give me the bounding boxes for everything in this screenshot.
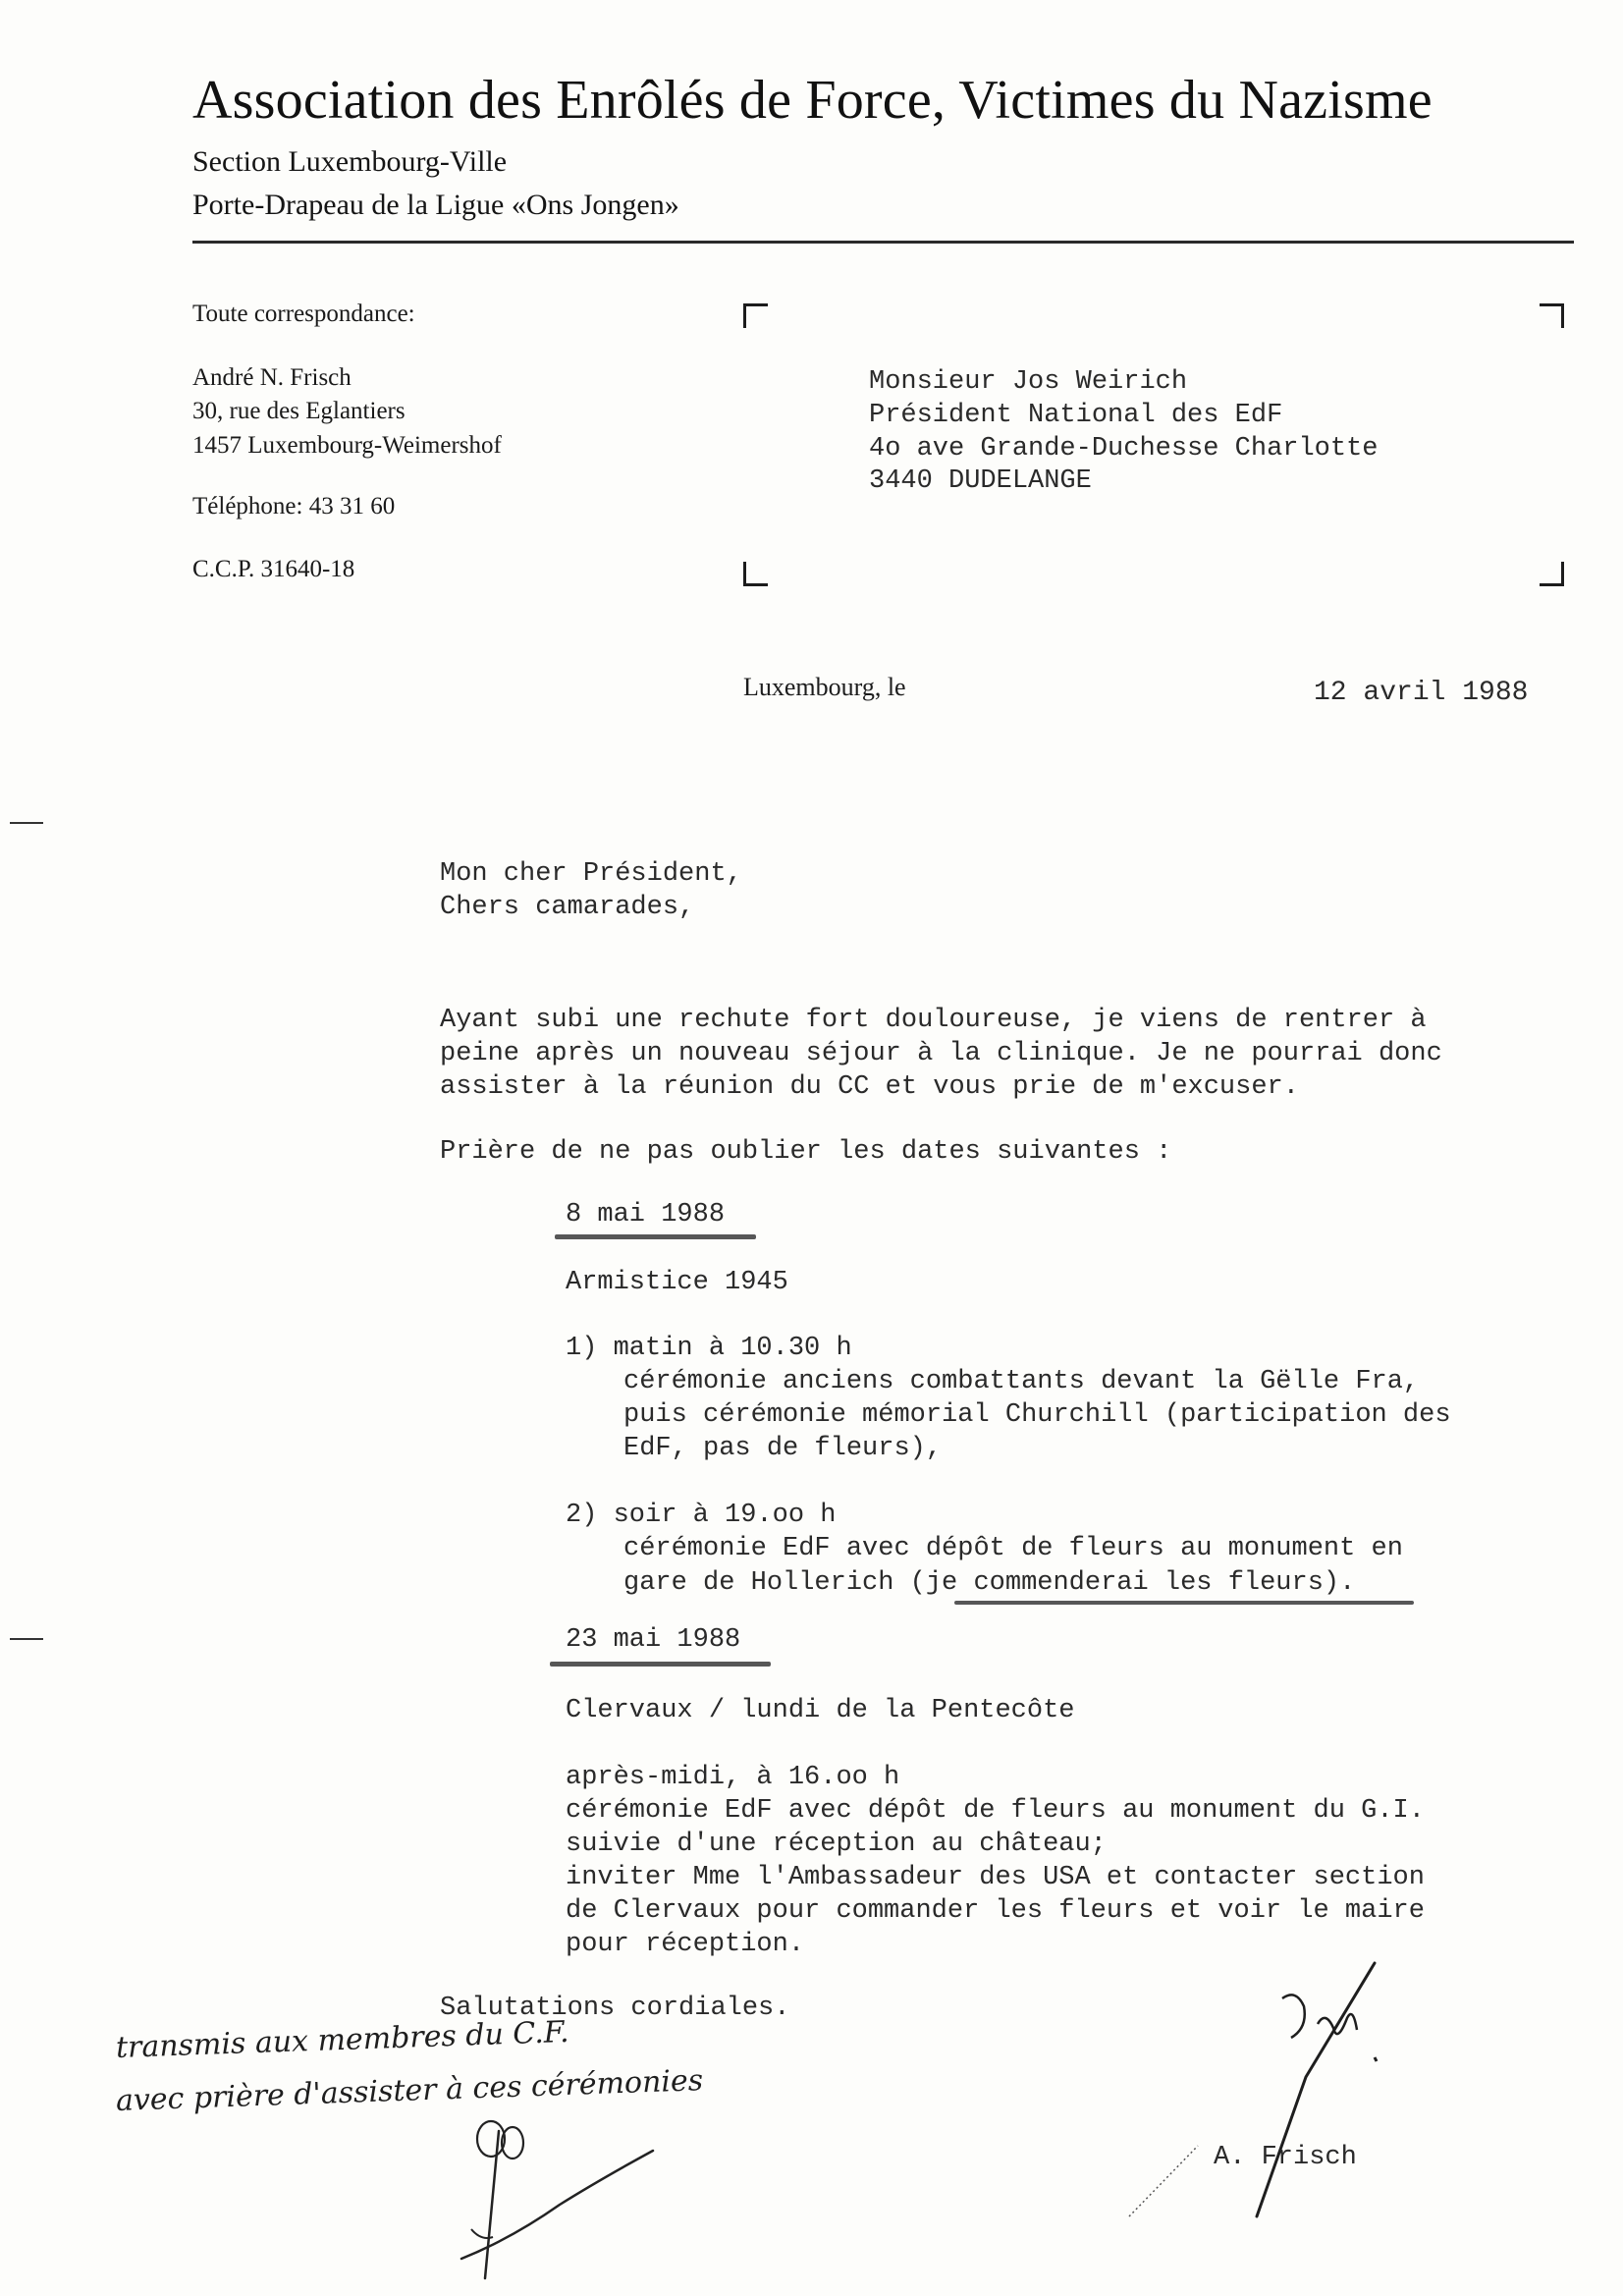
event-date-underline xyxy=(555,1234,756,1239)
event-line: après-midi, à 16.oo h xyxy=(566,1763,900,1792)
correspondence-label: Toute correspondance: xyxy=(192,301,415,327)
signature-name: A. Frisch xyxy=(1214,2143,1357,2172)
sender-city: 1457 Luxembourg-Weimershof xyxy=(192,432,502,459)
event-line: 1) matin à 10.30 h xyxy=(566,1334,852,1363)
body-line: Prière de ne pas oublier les dates suivantes : xyxy=(440,1137,1172,1167)
recipient-line: 3440 DUDELANGE xyxy=(869,466,1092,496)
note-underline xyxy=(954,1601,1414,1605)
letterhead-divider xyxy=(192,241,1574,244)
event-line: gare de Hollerich (je commenderai les fleurs). xyxy=(623,1568,1356,1598)
event-title: Armistice 1945 xyxy=(566,1268,788,1297)
recipient-line: Président National des EdF xyxy=(869,401,1283,430)
letterhead-section: Section Luxembourg-Ville xyxy=(192,145,508,178)
closing: Salutations cordiales. xyxy=(440,1994,790,2023)
event-date: 8 mai 1988 xyxy=(566,1200,726,1230)
handwritten-note-line: avec prière d'assister à ces cérémonies xyxy=(115,2063,704,2118)
address-window-corner xyxy=(1540,303,1564,328)
event-line: cérémonie EdF avec dépôt de fleurs au monument en xyxy=(623,1534,1403,1563)
letterhead-title: Association des Enrôlés de Force, Victimes du Nazisme xyxy=(192,70,1433,131)
salutation-line: Mon cher Président, xyxy=(440,859,742,889)
event-line: de Clervaux pour commander les fleurs et voir le maire xyxy=(566,1896,1425,1926)
body-line: assister à la réunion du CC et vous prie de m'excuser. xyxy=(440,1072,1299,1102)
signature xyxy=(1090,1959,1424,2224)
address-window-corner xyxy=(1540,562,1564,586)
salutation-line: Chers camarades, xyxy=(440,893,695,922)
handwritten-note-line: transmis aux membres du C.F. xyxy=(115,2014,570,2065)
body-line: peine après un nouveau séjour à la clinique. Je ne pourrai donc xyxy=(440,1039,1442,1068)
event-line: pour réception. xyxy=(566,1930,805,1959)
event-line: suivie d'une réception au château; xyxy=(566,1830,1107,1859)
event-line: inviter Mme l'Ambassadeur des USA et contacter section xyxy=(566,1863,1425,1892)
letter-date: 12 avril 1988 xyxy=(1314,678,1529,708)
event-date: 23 mai 1988 xyxy=(566,1625,741,1655)
sender-name: André N. Frisch xyxy=(192,364,352,391)
sender-ccp: C.C.P. 31640-18 xyxy=(192,556,355,582)
recipient-line: 4o ave Grande-Duchesse Charlotte xyxy=(869,434,1379,464)
sender-street: 30, rue des Eglantiers xyxy=(192,398,406,424)
body-line: Ayant subi une rechute fort douloureuse, je viens de rentrer à xyxy=(440,1006,1427,1035)
place-label: Luxembourg, le xyxy=(743,673,906,701)
fold-mark xyxy=(10,822,43,824)
sender-phone: Téléphone: 43 31 60 xyxy=(192,493,396,519)
event-line: cérémonie EdF avec dépôt de fleurs au monument du G.I. xyxy=(566,1796,1425,1826)
event-title: Clervaux / lundi de la Pentecôte xyxy=(566,1696,1075,1725)
recipient-line: Monsieur Jos Weirich xyxy=(869,367,1188,397)
event-line: 2) soir à 19.oo h xyxy=(566,1501,837,1530)
fold-mark xyxy=(10,1638,43,1640)
event-line: puis cérémonie mémorial Churchill (participation des xyxy=(623,1400,1451,1430)
letterhead-subtitle: Porte-Drapeau de la Ligue «Ons Jongen» xyxy=(192,189,679,221)
address-window-corner xyxy=(743,303,768,328)
event-line: EdF, pas de fleurs), xyxy=(623,1434,943,1463)
address-window-corner xyxy=(743,562,768,586)
event-date-underline xyxy=(550,1662,771,1667)
handwritten-initials xyxy=(452,2111,687,2288)
event-line: cérémonie anciens combattants devant la Gëlle Fra, xyxy=(623,1367,1420,1396)
